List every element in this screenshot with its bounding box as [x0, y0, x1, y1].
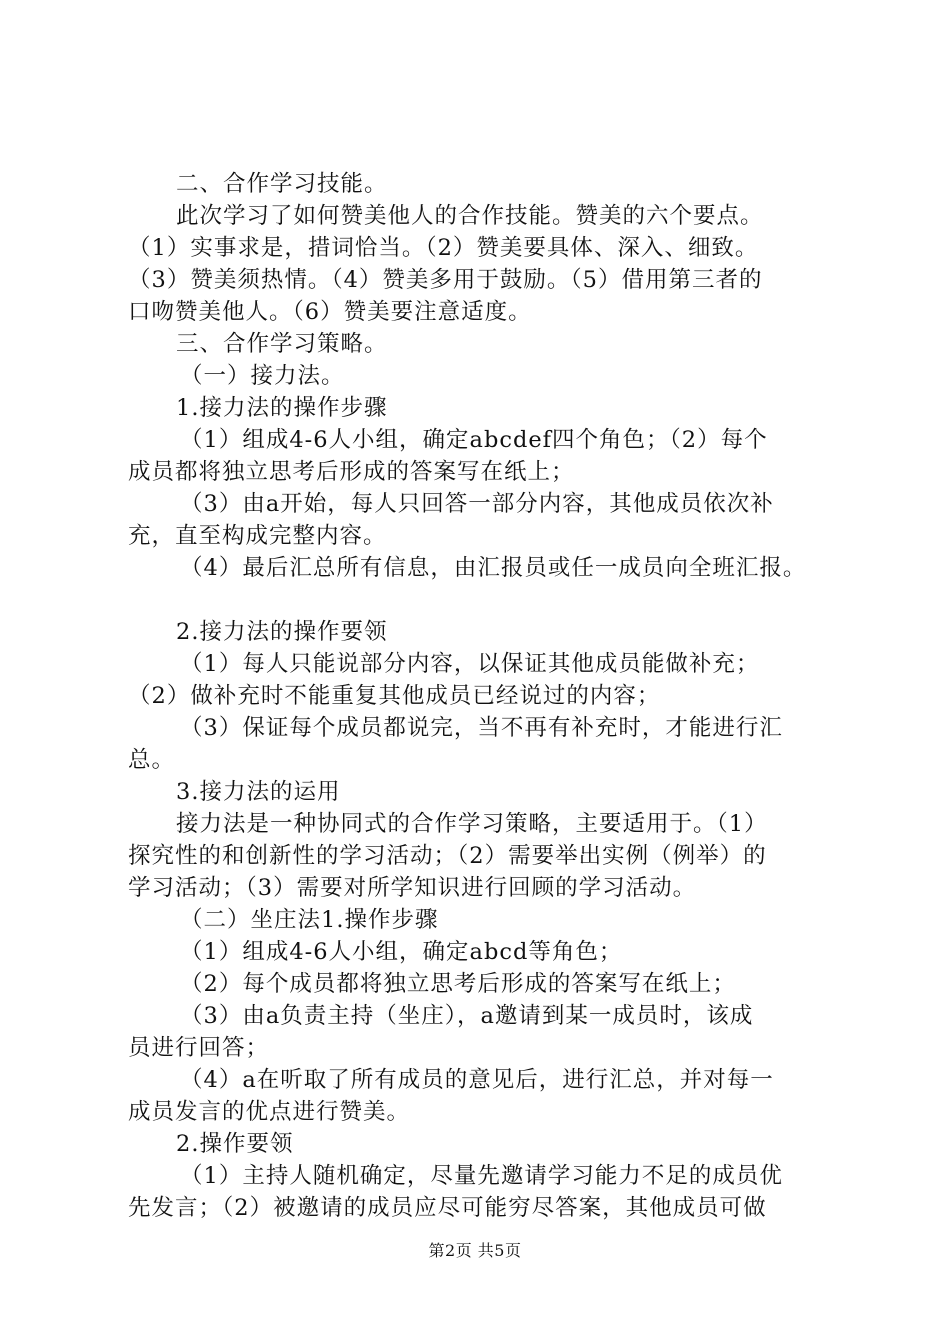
paragraph-line: （3）保证每个成员都说完，当不再有补充时，才能进行汇 — [180, 715, 783, 741]
subheading-host-essentials: 2.操作要领 — [176, 1131, 294, 1157]
paragraph-line: 总。 — [128, 747, 176, 773]
subheading-relay-essentials: 2.接力法的操作要领 — [176, 619, 388, 645]
paragraph-line: （2）每个成员都将独立思考后形成的答案写在纸上； — [180, 971, 736, 997]
paragraph-line: 学习活动；（3）需要对所学知识进行回顾的学习活动。 — [128, 875, 697, 901]
heading-host-method: （二）坐庄法1.操作步骤 — [180, 907, 439, 933]
paragraph-line: （1）主持人随机确定，尽量先邀请学习能力不足的成员优 — [180, 1163, 783, 1189]
heading-cooperative-skills: 二、合作学习技能。 — [176, 171, 388, 197]
heading-cooperative-strategies: 三、合作学习策略。 — [176, 331, 388, 357]
paragraph-line: 成员都将独立思考后形成的答案写在纸上； — [128, 459, 575, 485]
paragraph-line: 探究性的和创新性的学习活动；（2）需要举出实例（例举）的 — [128, 843, 767, 869]
paragraph-line: （3）由a开始，每人只回答一部分内容，其他成员依次补 — [180, 491, 774, 517]
document-body — [128, 168, 848, 1224]
paragraph-line: （4）a在听取了所有成员的意见后，进行汇总，并对每一 — [180, 1067, 774, 1093]
paragraph-line: 口吻赞美他人。（6）赞美要注意适度。 — [128, 299, 532, 325]
heading-relay-method: （一）接力法。 — [180, 363, 345, 389]
paragraph-line: （4）最后汇总所有信息，由汇报员或任一成员向全班汇报。 — [180, 555, 807, 581]
page-number-footer: 第2页 共5页 — [428, 1241, 522, 1260]
paragraph-line: （1）每人只能说部分内容，以保证其他成员能做补充； — [180, 651, 760, 677]
paragraph-line: （2）做补充时不能重复其他成员已经说过的内容； — [128, 683, 661, 709]
paragraph-line: （1）组成4-6人小组，确定abcd等角色； — [180, 939, 623, 965]
paragraph-line: 成员发言的优点进行赞美。 — [128, 1099, 411, 1125]
paragraph-line: （1）实事求是，措词恰当。（2）赞美要具体、深入、细致。 — [128, 235, 759, 261]
paragraph-gap — [128, 584, 848, 616]
paragraph-line: 员进行回答； — [128, 1035, 270, 1061]
paragraph-line: 充，直至构成完整内容。 — [128, 523, 387, 549]
paragraph-line: （3）赞美须热情。（4）赞美多用于鼓励。（5）借用第三者的 — [128, 267, 763, 293]
paragraph-line: （3）由a负责主持（坐庄），a邀请到某一成员时，该成 — [180, 1003, 754, 1029]
paragraph-line: 此次学习了如何赞美他人的合作技能。赞美的六个要点。 — [176, 203, 764, 229]
paragraph-line: 接力法是一种协同式的合作学习策略，主要适用于。（1） — [176, 811, 768, 837]
paragraph-line: 先发言；（2）被邀请的成员应尽可能穷尽答案，其他成员可做 — [128, 1195, 767, 1221]
subheading-relay-steps: 1.接力法的操作步骤 — [176, 395, 388, 421]
subheading-relay-application: 3.接力法的运用 — [176, 779, 341, 805]
paragraph-line: （1）组成4-6人小组，确定abcdef四个角色；（2）每个 — [180, 427, 768, 453]
